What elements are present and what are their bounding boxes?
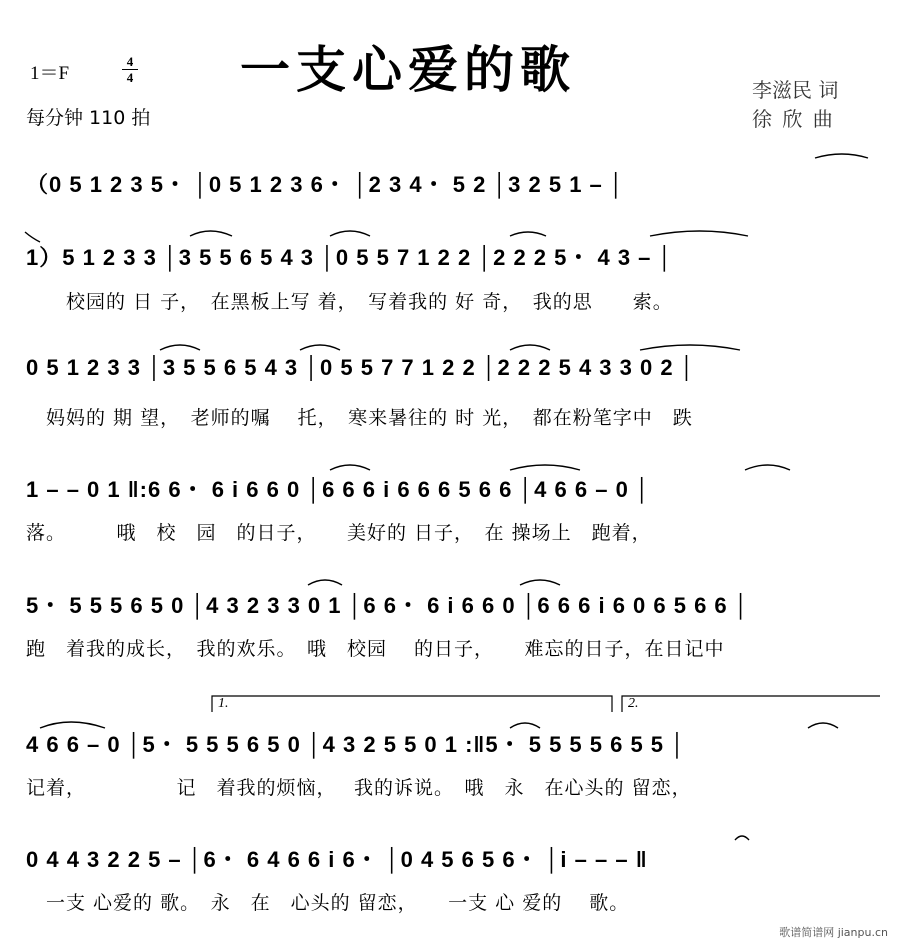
volta-1-bracket bbox=[212, 696, 612, 712]
notation-line-1: （0 5 1 2 3 5・ │0 5 1 2 3 6・ │2 3 4・ 5 2 │3 2 5 1 – │ bbox=[26, 172, 625, 197]
slur-line3-d bbox=[640, 345, 740, 350]
notation-line-4: 1 – – 0 1 ‖:6 6・ 6 i 6 6 0 │6 6 6 i 6 6 6 5 6 6 │4 6 6 – 0 │ bbox=[26, 477, 651, 502]
fermata bbox=[735, 836, 749, 840]
lyrics-line-3: 妈妈的 期 望， 老师的嘱 托， 寒来暑往的 时 光， 都在粉笔字中 跌 bbox=[26, 407, 693, 429]
slur-line3-a bbox=[160, 345, 200, 350]
time-signature-bottom: 4 bbox=[126, 70, 134, 85]
slur-line4-a bbox=[330, 465, 370, 470]
tempo-marking: 每分钟 110 拍 bbox=[26, 107, 151, 129]
notation-line-6: 4 6 6 – 0 │5・ 5 5 5 6 5 0 │4 3 2 5 5 0 1 :‖5・ 5 5 5 5 6 5 5 │ bbox=[26, 732, 686, 757]
tie-line1 bbox=[815, 154, 868, 158]
volta-2-label: 2. bbox=[628, 696, 639, 711]
time-signature-top: 4 bbox=[126, 54, 134, 69]
lyrics-line-6: 记着， 记 着我的烦恼， 我的诉说。 哦 永 在心头的 留恋， bbox=[26, 777, 692, 799]
key-signature: 1＝F bbox=[30, 63, 70, 84]
volta-2-bracket bbox=[622, 696, 880, 712]
lyricist-credit: 李滋民 词 bbox=[752, 78, 839, 102]
slur-line5-a bbox=[308, 580, 342, 585]
slur-line4-c bbox=[745, 465, 790, 470]
slur-line2-c bbox=[510, 232, 546, 236]
lyrics-line-4: 落。 哦 校 园 的日子， 美好的 日子， 在 操场上 跑着， bbox=[26, 522, 652, 544]
slur-line2-a bbox=[190, 231, 232, 236]
notation-line-2: 1）5 1 2 3 3 │3 5 5 6 5 4 3 │0 5 5 7 1 2 2 │2 2 2 5・ 4 3 – │ bbox=[26, 245, 674, 270]
song-title: 一支心爱的歌 bbox=[240, 41, 576, 99]
slur-line2-b bbox=[330, 231, 370, 236]
volta-1-label: 1. bbox=[218, 696, 229, 711]
slur-line3-c bbox=[510, 345, 550, 350]
slur-line3-b bbox=[300, 345, 340, 350]
slur-line2-d bbox=[650, 231, 748, 236]
notation-line-3: 0 5 1 2 3 3 │3 5 5 6 5 4 3 │0 5 5 7 7 1 2 2 │2 2 2 5 4 3 3 0 2 │ bbox=[26, 355, 696, 380]
notation-line-5: 5・ 5 5 5 6 5 0 │4 3 2 3 3 0 1 │6 6・ 6 i 6 6 0 │6 6 6 i 6 0 6 5 6 6 │ bbox=[26, 593, 750, 618]
slur-line4-b bbox=[510, 465, 580, 470]
lyrics-line-5: 跑 着我的成长， 我的欢乐。 哦 校园 的日子， 难忘的日子，在日记中 bbox=[26, 638, 725, 660]
lyrics-line-7: 一支 心爱的 歌。 永 在 心头的 留恋， 一支 心 爱的 歌。 bbox=[26, 892, 630, 914]
notation-line-7: 0 4 4 3 2 2 5 – │6・ 6 4 6 6 i 6・ │0 4 5 6 5 6・ │i – – – ‖ bbox=[26, 847, 648, 872]
watermark: 歌谱简谱网 jianpu.cn bbox=[779, 926, 888, 939]
slur-line5-b bbox=[520, 580, 560, 585]
composer-credit: 徐 欣 曲 bbox=[752, 107, 835, 131]
lyrics-line-2: 校园的 日 子， 在黑板上写 着， 写着我的 好 奇， 我的思 索。 bbox=[26, 291, 673, 313]
